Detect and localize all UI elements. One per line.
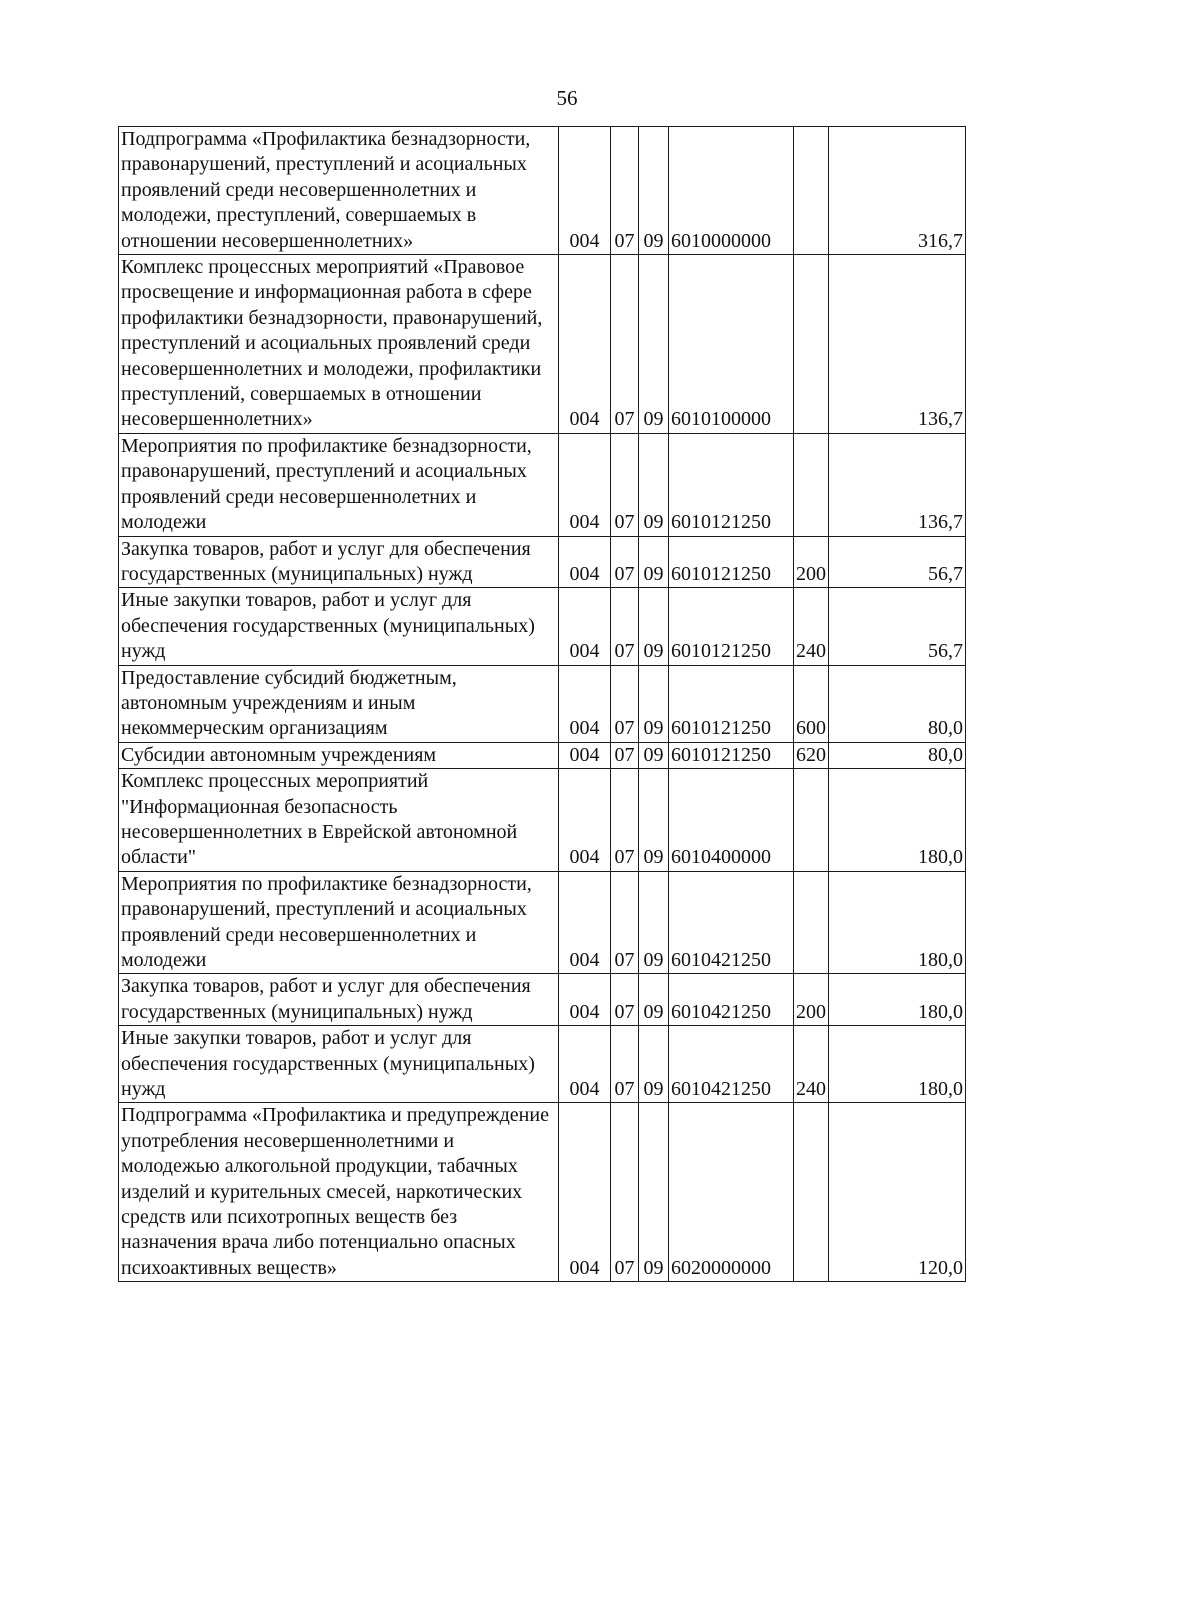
amount-cell: 316,7 xyxy=(829,127,966,255)
target-article-cell: 6010121250 xyxy=(669,588,794,665)
admin-code-cell: 004 xyxy=(559,871,611,974)
target-article-cell: 6010000000 xyxy=(669,127,794,255)
section-code-cell: 07 xyxy=(611,1026,639,1103)
budget-table xyxy=(118,126,966,1282)
row-name-cell: Предоставление субсидий бюджетным, автономным учреждениям и иным некоммерческим организациям xyxy=(119,665,559,742)
row-name-cell: Закупка товаров, работ и услуг для обеспечения государственных (муниципальных) нужд xyxy=(119,974,559,1026)
expense-type-cell xyxy=(794,255,829,434)
subsection-code-cell: 09 xyxy=(639,1026,669,1103)
row-name-cell: Подпрограмма «Профилактика безнадзорности, правонарушений, преступлений и асоциальных проявлений среди несовершеннолетних и молодежи, преступлений, совершаемых в отношении несовершеннолетних» xyxy=(119,127,559,255)
subsection-code-cell: 09 xyxy=(639,974,669,1026)
section-code-cell: 07 xyxy=(611,742,639,768)
expense-type-cell: 620 xyxy=(794,742,829,768)
target-article-cell: 6010121250 xyxy=(669,665,794,742)
table-row xyxy=(119,769,966,872)
expense-type-cell xyxy=(794,1103,829,1282)
section-code-cell: 07 xyxy=(611,255,639,434)
table-row xyxy=(119,433,966,536)
expense-type-cell xyxy=(794,127,829,255)
subsection-code-cell: 09 xyxy=(639,871,669,974)
admin-code-cell: 004 xyxy=(559,742,611,768)
target-article-cell: 6010421250 xyxy=(669,974,794,1026)
table-row xyxy=(119,255,966,434)
expense-type-cell: 240 xyxy=(794,588,829,665)
amount-cell: 80,0 xyxy=(829,665,966,742)
admin-code-cell: 004 xyxy=(559,588,611,665)
expense-type-cell xyxy=(794,769,829,872)
table-row xyxy=(119,1103,966,1282)
table-row xyxy=(119,127,966,255)
admin-code-cell: 004 xyxy=(559,974,611,1026)
expense-type-cell: 200 xyxy=(794,536,829,588)
subsection-code-cell: 09 xyxy=(639,665,669,742)
subsection-code-cell: 09 xyxy=(639,536,669,588)
target-article-cell: 6010121250 xyxy=(669,536,794,588)
target-article-cell: 6020000000 xyxy=(669,1103,794,1282)
admin-code-cell: 004 xyxy=(559,127,611,255)
page-number: 56 xyxy=(556,86,578,110)
admin-code-cell: 004 xyxy=(559,255,611,434)
admin-code-cell: 004 xyxy=(559,665,611,742)
section-code-cell: 07 xyxy=(611,974,639,1026)
expense-type-cell xyxy=(794,433,829,536)
amount-cell: 56,7 xyxy=(829,588,966,665)
row-name-cell: Мероприятия по профилактике безнадзорности, правонарушений, преступлений и асоциальных проявлений среди несовершеннолетних и молодежи xyxy=(119,433,559,536)
row-name-cell: Мероприятия по профилактике безнадзорности, правонарушений, преступлений и асоциальных проявлений среди несовершеннолетних и молодежи xyxy=(119,871,559,974)
expense-type-cell xyxy=(794,871,829,974)
table-row xyxy=(119,742,966,768)
subsection-code-cell: 09 xyxy=(639,742,669,768)
table-row xyxy=(119,588,966,665)
row-name-cell: Субсидии автономным учреждениям xyxy=(119,742,559,768)
row-name-cell: Иные закупки товаров, работ и услуг для обеспечения государственных (муниципальных) нужд xyxy=(119,1026,559,1103)
subsection-code-cell: 09 xyxy=(639,769,669,872)
target-article-cell: 6010100000 xyxy=(669,255,794,434)
admin-code-cell: 004 xyxy=(559,1103,611,1282)
section-code-cell: 07 xyxy=(611,588,639,665)
table-body xyxy=(119,127,966,1282)
amount-cell: 56,7 xyxy=(829,536,966,588)
section-code-cell: 07 xyxy=(611,127,639,255)
subsection-code-cell: 09 xyxy=(639,433,669,536)
subsection-code-cell: 09 xyxy=(639,255,669,434)
target-article-cell: 6010421250 xyxy=(669,1026,794,1103)
row-name-cell: Иные закупки товаров, работ и услуг для обеспечения государственных (муниципальных) нужд xyxy=(119,588,559,665)
section-code-cell: 07 xyxy=(611,1103,639,1282)
amount-cell: 180,0 xyxy=(829,871,966,974)
target-article-cell: 6010121250 xyxy=(669,433,794,536)
admin-code-cell: 004 xyxy=(559,536,611,588)
subsection-code-cell: 09 xyxy=(639,127,669,255)
section-code-cell: 07 xyxy=(611,665,639,742)
amount-cell: 136,7 xyxy=(829,433,966,536)
table-row xyxy=(119,871,966,974)
amount-cell: 136,7 xyxy=(829,255,966,434)
target-article-cell: 6010121250 xyxy=(669,742,794,768)
expense-type-cell: 200 xyxy=(794,974,829,1026)
subsection-code-cell: 09 xyxy=(639,588,669,665)
amount-cell: 180,0 xyxy=(829,769,966,872)
subsection-code-cell: 09 xyxy=(639,1103,669,1282)
admin-code-cell: 004 xyxy=(559,433,611,536)
section-code-cell: 07 xyxy=(611,433,639,536)
admin-code-cell: 004 xyxy=(559,1026,611,1103)
section-code-cell: 07 xyxy=(611,536,639,588)
admin-code-cell: 004 xyxy=(559,769,611,872)
table-row xyxy=(119,665,966,742)
target-article-cell: 6010421250 xyxy=(669,871,794,974)
row-name-cell: Закупка товаров, работ и услуг для обеспечения государственных (муниципальных) нужд xyxy=(119,536,559,588)
section-code-cell: 07 xyxy=(611,871,639,974)
amount-cell: 180,0 xyxy=(829,974,966,1026)
target-article-cell: 6010400000 xyxy=(669,769,794,872)
expense-type-cell: 600 xyxy=(794,665,829,742)
table-row xyxy=(119,1026,966,1103)
amount-cell: 80,0 xyxy=(829,742,966,768)
row-name-cell: Комплекс процессных мероприятий "Информационная безопасность несовершеннолетних в Еврейской автономной области" xyxy=(119,769,559,872)
row-name-cell: Подпрограмма «Профилактика и предупреждение употребления несовершеннолетними и молодежью алкогольной продукции, табачных изделий и курительных смесей, наркотических средств или психотропных веществ без назначения врача либо потенциально опасных психоактивных веществ» xyxy=(119,1103,559,1282)
table-row xyxy=(119,974,966,1026)
table-row xyxy=(119,536,966,588)
expense-type-cell: 240 xyxy=(794,1026,829,1103)
amount-cell: 120,0 xyxy=(829,1103,966,1282)
amount-cell: 180,0 xyxy=(829,1026,966,1103)
row-name-cell: Комплекс процессных мероприятий «Правовое просвещение и информационная работа в сфере профилактики безнадзорности, правонарушений, преступлений и асоциальных проявлений среди несовершеннолетних и молодежи, профилактики преступлений, совершаемых в отношении несовершеннолетних» xyxy=(119,255,559,434)
section-code-cell: 07 xyxy=(611,769,639,872)
